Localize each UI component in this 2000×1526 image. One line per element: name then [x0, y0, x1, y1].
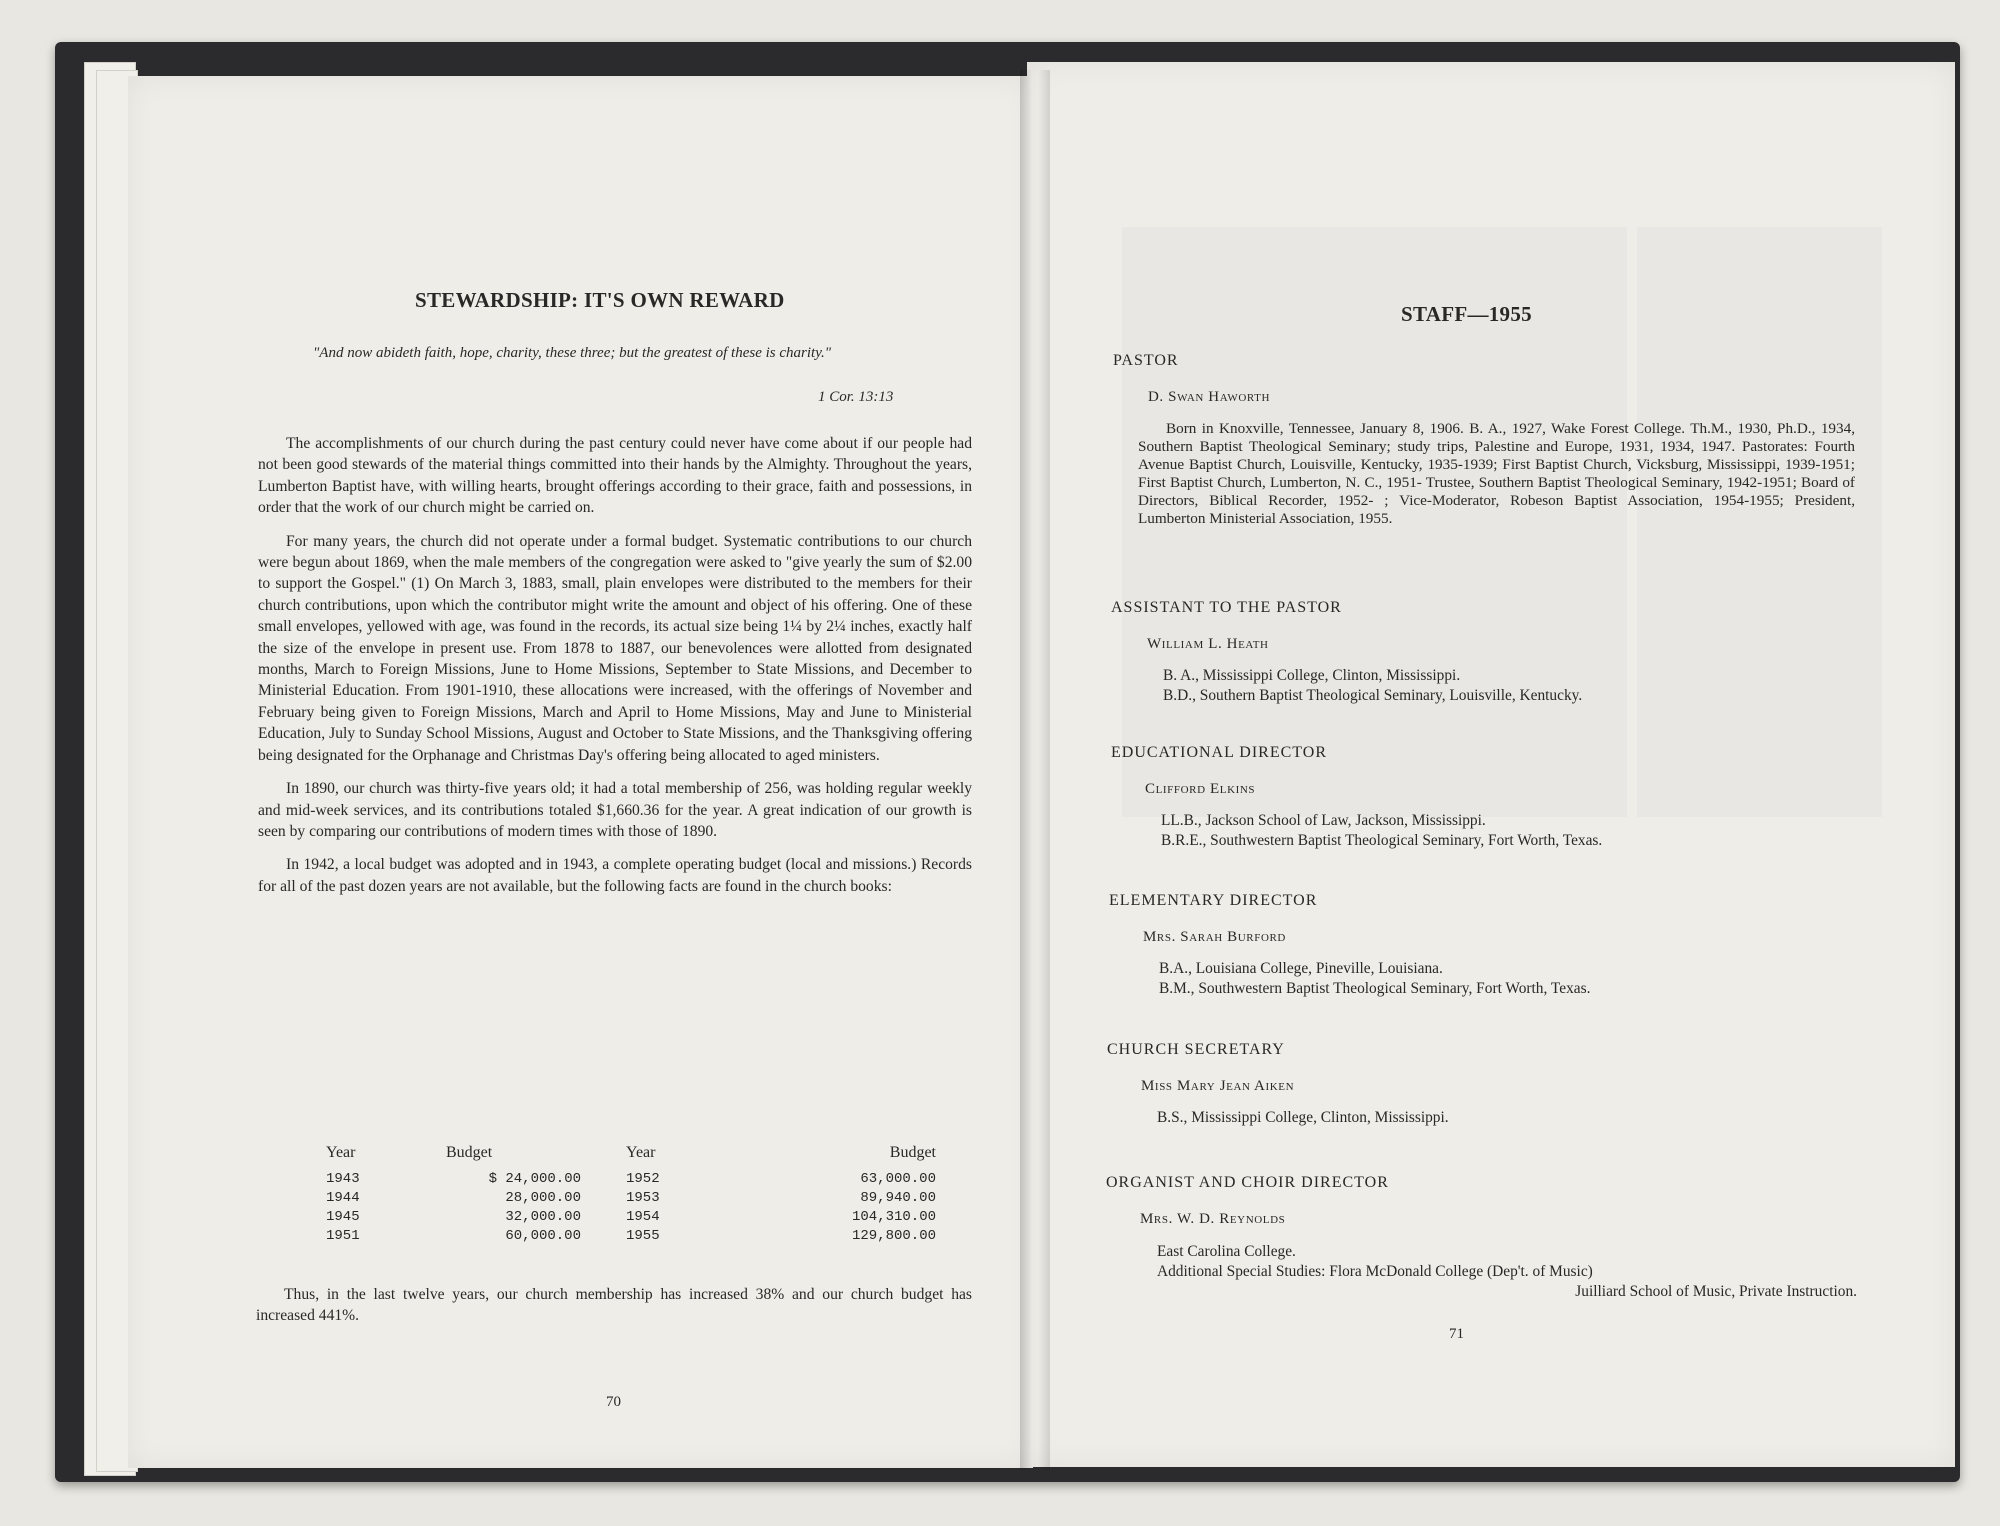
table-cell: 104,310.00 [851, 1209, 936, 1225]
staff-credentials [1161, 811, 1861, 851]
table-row [326, 1208, 936, 1227]
staff-role: PASTOR [1113, 352, 1179, 369]
epigraph-reference: 1 Cor. 13:13 [818, 389, 894, 405]
paragraph: The accomplishments of our church during the past century could never have come about if our people had not been good stewards of the material things committed into their hands by the Almighty. Throughout the years, Lumberton Baptist have, with willing hearts, brought offerings according to their grace, faith and possessions, in order that the work of our church might be carried on. [258, 435, 972, 517]
table-cell: 89,940.00 [860, 1190, 936, 1206]
paragraph: In 1890, our church was thirty-five years old; it had a total membership of 256, was holding regular weekly and mid-week services, and its contributions totaled $1,660.36 for the year. A great indication of our growth is seen by comparing our contributions of modern times with those of 1890. [258, 780, 972, 840]
table-cell: 1945 [326, 1209, 360, 1225]
paragraph: Born in Knoxville, Tennessee, January 8, 1906. B. A., 1927, Wake Forest College. Th.M., 1930, Ph.D., 1934, Southern Baptist Theological Seminary; study trips, Palestine and Europe, 1931, 1934, 1947. Pastorates: Fourth Avenue Baptist Church, Louisville, Kentucky, 1935-1939; First Baptist Church, Vicksburg, Mississippi, 1939-1951; First Baptist Church, Lumberton, N. C., 1951- Trustee, Southern Baptist Theological Seminary, 1942-1951; Board of Directors, Biblical Recorder, 1952- ; Vice-Moderator, Robeson Baptist Association, 1954-1955; President, Lumberton Ministerial Association, 1955. [1138, 420, 1855, 527]
column-header: Budget [889, 1144, 936, 1161]
staff-role: ORGANIST AND CHOIR DIRECTOR [1106, 1174, 1389, 1191]
credential-line: Additional Special Studies: Flora McDonald College (Dep't. of Music) [1157, 1263, 1593, 1280]
table-row [326, 1170, 936, 1189]
table-cell: 28,000.00 [505, 1190, 581, 1206]
credential-line: B.A., Louisiana College, Pineville, Louisiana. [1159, 960, 1443, 977]
paragraph: Thus, in the last twelve years, our church membership has increased 38% and our church budget has increased 441%. [256, 1286, 972, 1325]
staff-role: ASSISTANT TO THE PASTOR [1111, 599, 1342, 616]
credential-line: B. A., Mississippi College, Clinton, Mississippi. [1163, 667, 1461, 684]
staff-credentials [1157, 1242, 1877, 1302]
staff-credentials [1163, 666, 1863, 706]
table-cell: 1952 [626, 1171, 660, 1187]
paragraph: For many years, the church did not operate under a formal budget. Systematic contributions to our church were begun about 1869, when the male members of the congregation were asked to "give yearly the sum of $2.00 to support the Gospel." (1) On March 3, 1883, small, plain envelopes were distributed to the members for their church contributions, upon which the contributor might write the amount and object of his offering. One of these small envelopes, yellowed with age, was found in the records, its actual size being 1¼ by 2¼ inches, exactly half the size of the envelope in present use. From 1878 to 1887, our benevolences were allotted from designated months, March to Foreign Missions, June to Home Missions, September to State Missions, and December to Ministerial Education. From 1901-1910, these allocations were increased, with the offerings of November and February being given to Foreign Missions, March and April to Home Missions, May and June to Ministerial Education, July to Sunday School Missions, August and October to State Missions, and the Thanksgiving offering being designated for the Orphanage and Christmas Day's offering being allocated to aged ministers. [258, 532, 972, 764]
column-header: Year [626, 1144, 656, 1161]
table-cell: 1954 [626, 1209, 660, 1225]
table-row [326, 1227, 936, 1246]
table-cell: 1943 [326, 1171, 360, 1187]
table-cell: 1955 [626, 1228, 660, 1244]
credential-line: Juilliard School of Music, Private Instruction. [1575, 1283, 1857, 1300]
table-row [326, 1189, 936, 1208]
staff-name: Miss Mary Jean Aiken [1141, 1078, 1295, 1094]
page-number: 70 [606, 1394, 621, 1410]
closing-paragraph [256, 1284, 972, 1339]
table-cell: 1951 [326, 1228, 360, 1244]
book-gutter [1020, 70, 1050, 1470]
page-number: 71 [1449, 1326, 1464, 1342]
table-cell: $ 24,000.00 [488, 1171, 581, 1187]
table-cell: 1944 [326, 1190, 360, 1206]
page-title: STAFF—1955 [1401, 302, 1532, 326]
staff-name: D. Swan Haworth [1148, 389, 1271, 405]
staff-role: EDUCATIONAL DIRECTOR [1111, 744, 1327, 761]
staff-credentials [1159, 959, 1859, 999]
table-header-row [326, 1144, 936, 1170]
staff-credentials [1157, 1108, 1857, 1128]
credential-line: B.R.E., Southwestern Baptist Theological Seminary, Fort Worth, Texas. [1161, 832, 1603, 849]
table-cell: 63,000.00 [860, 1171, 936, 1187]
table-cell: 129,800.00 [851, 1228, 936, 1244]
epigraph-quote: "And now abideth faith, hope, charity, these three; but the greatest of these is charity." [313, 345, 832, 361]
paragraph: In 1942, a local budget was adopted and in 1943, a complete operating budget (local and missions.) Records for all of the past dozen years are not available, but the following facts are found in the church books: [258, 856, 972, 895]
staff-name: William L. Heath [1147, 636, 1269, 652]
staff-name: Mrs. Sarah Burford [1143, 929, 1286, 945]
staff-name: Clifford Elkins [1145, 781, 1256, 797]
credential-line: B.D., Southern Baptist Theological Seminary, Louisville, Kentucky. [1163, 687, 1583, 704]
credential-line: East Carolina College. [1157, 1243, 1296, 1260]
column-header: Year [326, 1144, 356, 1161]
credential-line: LL.B., Jackson School of Law, Jackson, Mississippi. [1161, 812, 1486, 829]
staff-role: ELEMENTARY DIRECTOR [1109, 892, 1318, 909]
budget-table [326, 1144, 936, 1246]
table-cell: 32,000.00 [505, 1209, 581, 1225]
column-header: Budget [446, 1144, 493, 1161]
right-page [1027, 62, 1955, 1467]
left-page [128, 76, 1033, 1468]
table-cell: 60,000.00 [505, 1228, 581, 1244]
staff-name: Mrs. W. D. Reynolds [1140, 1211, 1286, 1227]
table-cell: 1953 [626, 1190, 660, 1206]
credential-line: B.M., Southwestern Baptist Theological Seminary, Fort Worth, Texas. [1159, 980, 1591, 997]
staff-biography [1138, 420, 1855, 528]
credential-line: B.S., Mississippi College, Clinton, Mississippi. [1157, 1109, 1449, 1126]
page-title: STEWARDSHIP: IT'S OWN REWARD [415, 288, 785, 312]
body-text [258, 433, 972, 909]
staff-role: CHURCH SECRETARY [1107, 1041, 1285, 1058]
